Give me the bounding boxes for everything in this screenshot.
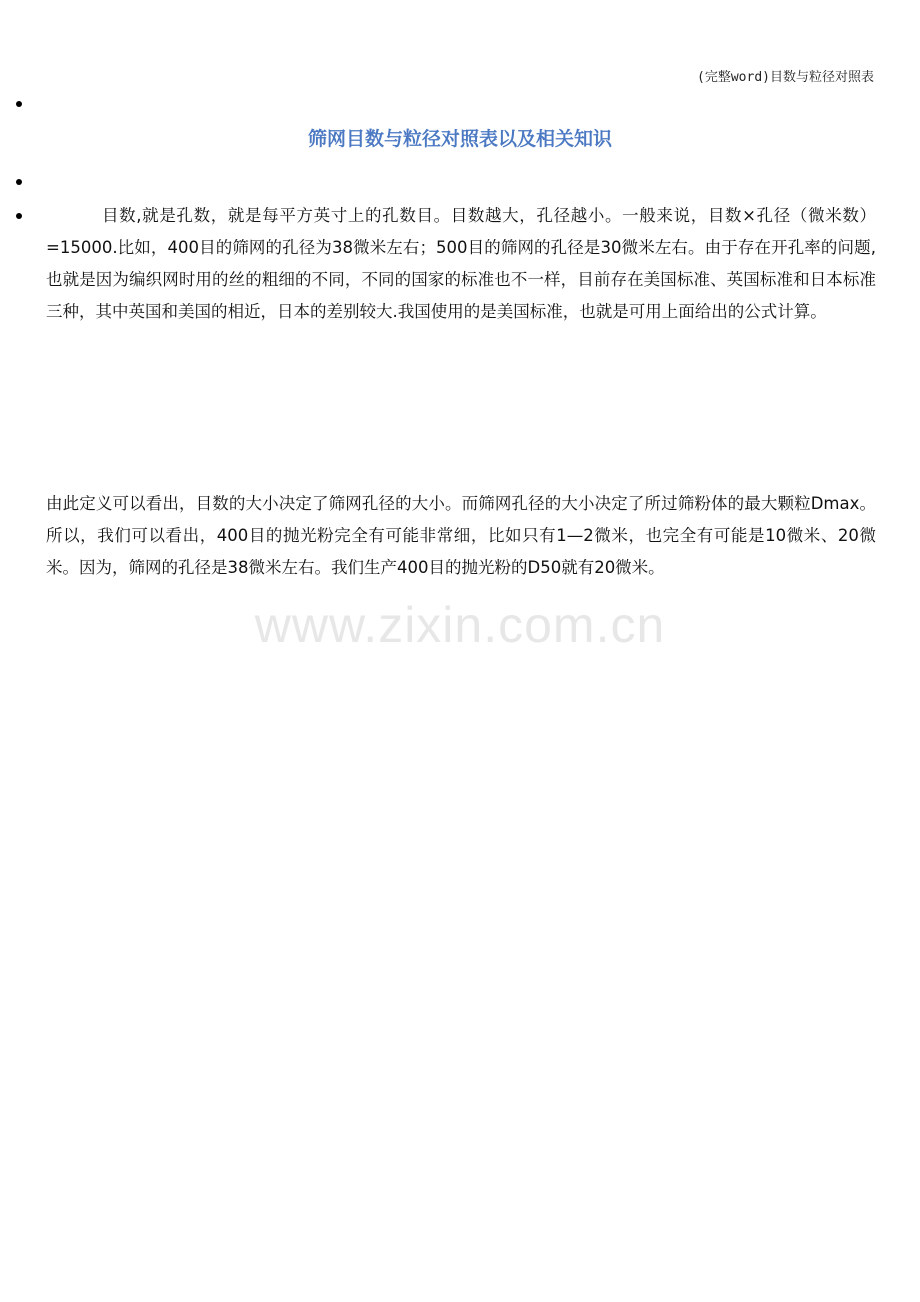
paragraph-mesh-particle-size: 由此定义可以看出，目数的大小决定了筛网孔径的大小。而筛网孔径的大小决定了所过筛粉体的最大颗粒Dmax。所以，我们可以看出，400目的抛光粉完全有可能非常细，比如只有1—2微米，也完全有可能是10微米、20微米。因为，筛网的孔径是38微米左右。我们生产400目的抛光粉的D50就有20微米。 [46, 494, 876, 577]
document-header: (完整word)目数与粒径对照表 [697, 70, 874, 85]
paragraph-mesh-definition: 目数,就是孔数，就是每平方英寸上的孔数目。目数越大，孔径越小。一般来说，目数×孔径（微米数）=15000.比如，400目的筛网的孔径为38微米左右；500目的筛网的孔径是30微米左右。由于存在开孔率的问题,也就是因为编织网时用的丝的粗细的不同，不同的国家的标准也不一样，目前存在美国标准、英国标准和日本标准三种，其中英国和美国的相近，日本的差别较大.我国使用的是美国标准，也就是可用上面给出的公式计算。 [46, 206, 876, 321]
list-bullet [16, 101, 22, 107]
list-bullet [16, 213, 22, 219]
watermark: www.zixin.com.cn [254, 597, 666, 653]
list-bullet [16, 179, 22, 185]
document-title: 筛网目数与粒径对照表以及相关知识 [307, 128, 612, 150]
